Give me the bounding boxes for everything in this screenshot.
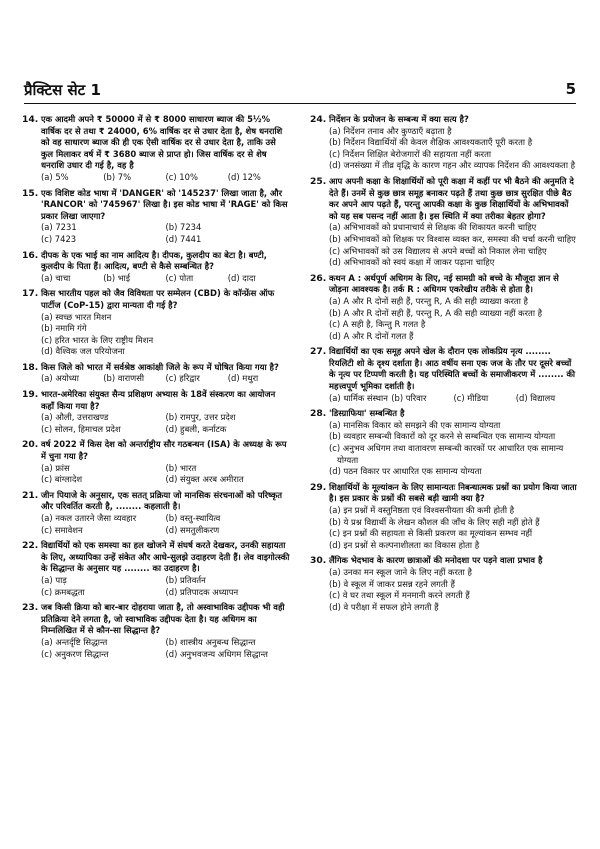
answer-option: (b) प्रतिवर्तन [165,574,206,585]
question-number: 14. [22,114,39,125]
option-list [41,412,290,435]
option-list [41,312,290,358]
question-text: एक आदमी अपने ₹ 50000 में से ₹ 8000 साधारण ब्याज की 5½% वार्षिक दर से तथा ₹ 24000, 6% वार्षिक दर से उधार देता है, शेष धनराशि को वह साधारण ब्याज की ही एक ऐसी वार्षिक दर से उधार देता है, ताकि उसे कुल मिलाकर वर्ष में ₹ 3680 ब्याज से प्राप्त हो। जिस वार्षिक दर से शेष धनराशि उधार दी गई है, वह है [41,114,283,171]
answer-option: (c) इन प्रश्नों की सहायता से किसी प्रकरण का मूल्यांकन सम्भव नहीं [329,528,533,539]
answer-option: (d) वैश्विक जल परियोजना [41,346,125,357]
answer-option: (a) A और R दोनों सही हैं, परन्तु R, A की सही व्याख्या करता है [329,295,528,306]
option-list [41,222,290,245]
question-item [22,114,290,184]
question-number: 27. [310,346,327,358]
question-item [310,408,578,478]
answer-option: (d) पठन विकार पर आधारित एक सामान्य योग्यता [329,466,482,477]
question-item [22,540,290,598]
question-number: 26. [310,272,327,284]
header-divider [24,103,576,104]
answer-option: (c) अनुकरण सिद्धान्त [41,648,109,659]
question-text: एक विशिष्ट कोड भाषा में 'DANGER' को '145237' लिखा जाता है, और 'RANCOR' को '745967' लिखा है। इस कोड भाषा में 'RAGE' को किस प्रकार लिखा जाएगा? [41,187,288,221]
question-number: 18. [22,361,39,373]
answer-option: (c) वे घर तथा स्कूल में मनमानी करने लगती हैं [329,590,470,601]
option-list [41,463,290,486]
option-list [329,393,578,405]
question-number: 20. [22,439,39,451]
answer-option: (d) दादा [227,272,256,283]
answer-option: (a) औली, उत्तराखण्ड [41,412,109,423]
question-number: 23. [22,602,39,614]
answer-option: (a) मानसिक विकार को समझने की एक सामान्य योग्यता [329,419,501,430]
answer-option: (b) ये प्रश्न विद्यार्थी के लेखन कौशल की जाँच के लिए सही नहीं होते हैं [329,516,540,527]
question-text: कथन A : अर्थपूर्ण अधिगम के लिए, नई सामग्री को बच्चे के मौजूदा ज्ञान से जोड़ना आवश्यक है। तर्क R : अधिगम एकरेखीय तरीके से होता है। [329,272,559,295]
question-item [22,439,290,485]
question-text: दीपक के एक भाई का नाम आदित्य है। दीपक, कुलदीप का बेटा है। बण्टी, कुलदीप के पिता हैं। आदित्य, बण्टी से कैसे सम्बन्धित है? [41,249,267,272]
question-item [22,362,290,385]
answer-option: (d) प्रतिपादक अध्यापन [165,586,239,597]
answer-option: (c) 10% [165,171,198,182]
question-item [22,250,290,285]
answer-option: (d) 7441 [165,233,202,244]
answer-option: (b) वाराणसी [103,373,145,384]
answer-option: (a) अभिभावकों को प्रधानाचार्य से शिक्षक की शिकायत करनी चाहिए [329,222,537,233]
header-title: प्रैक्टिस सेट 1 [24,81,101,99]
right-column [310,114,578,617]
option-list [329,126,578,172]
answer-option: (a) नकल उतारने जैसा व्यवहार [41,513,137,523]
answer-option: (b) 7% [103,171,132,182]
question-item [22,188,290,246]
question-number: 19. [22,389,39,401]
option-list [329,505,578,551]
answer-option: (c) अनुभव अधिगम तथा वातावरण सम्बन्धी कारकों पर आधारित एक सामान्य योग्यता [329,443,564,465]
answer-option: (b) शास्त्रीय अनुबन्ध सिद्धान्त [165,636,256,647]
answer-option: (c) समावेशन [41,524,83,535]
answer-option: (d) अनुभवजन्य अधिगम सिद्धान्त [165,648,268,659]
page-number: 5 [565,80,576,98]
answer-option: (c) क्रमबद्धता [41,586,85,597]
option-list [329,420,578,478]
option-list [329,567,578,613]
answer-option: (a) पाड़ [41,574,67,585]
question-number: 22. [22,540,39,552]
answer-option: (b) A और R दोनों सही हैं, परन्तु R, A की सही व्याख्या नहीं करता है [329,307,543,318]
question-text: शिक्षार्थियों के मूल्यांकन के लिए सामान्यतः निबन्धात्मक प्रश्नों का प्रयोग किया जाता है। इस प्रकार के प्रश्नों की सबसे बड़ी खामी क्या है? [329,481,577,504]
answer-option: (d) 12% [227,171,261,182]
question-text: जब किसी क्रिया को बार-बार दोहराया जाता है, तो अस्वाभाविक उद्दीपक भी वही प्रतिक्रिया देने लगता है, जो स्वाभाविक उद्दीपक देता है। यह अधिगम का निम्नलिखित में से कौन-सा सिद्धान्त है? [41,602,285,636]
question-text: किस जिले को भारत में सर्वश्रेष्ठ आकांक्षी जिले के रूप में घोषित किया गया है? [41,361,279,372]
answer-option: (b) वे स्कूल में जाकर प्रसन्न रहने लगती हैं [329,578,455,589]
question-text: विद्यार्थियों को एक समस्या का हल खोजने में संघर्ष करते देखकर, उनकी सहायता के लिए, अध्यापिका उन्हें संकेत और आधे-सुलझे उदाहरण देती हैं। लेव वाइगोत्स्की के सिद्धान्त के अनुसार यह ........ का उदाहरण है। [41,540,290,574]
answer-option: (c) सोलन, हिमाचल प्रदेश [41,423,121,434]
question-item [310,555,578,613]
option-list [41,373,290,385]
answer-option: (b) व्यवहार सम्बन्धी विकारों को दूर करने से सम्बन्धित एक सामान्य योग्यता [329,431,556,442]
answer-option: (d) संयुक्त अरब अमीरात [165,474,244,485]
answer-option: (c) अभिभावकों को उस विद्यालय से अपने बच्चों को निकाल लेना चाहिए [329,245,547,256]
option-list [41,575,290,598]
answer-option: (b) परिवार [391,392,427,403]
answer-option: (d) इन प्रश्नों से कल्पनाशीलता का विकास होता है [329,539,480,550]
option-list [41,172,290,184]
answer-option: (b) वस्तु-स्थायित्व [165,513,221,523]
answer-option: (d) A और R दोनों गलत हैं [329,330,414,341]
question-text: 'डिस्ग्राफिया' सम्बन्धित है [329,408,405,419]
answer-option: (c) A सही है, किन्तु R गलत है [329,319,426,330]
question-item [310,273,578,343]
answer-option: (b) 7234 [165,222,202,233]
question-item [310,346,578,404]
answer-option: (c) 7423 [41,233,77,244]
question-item [22,602,290,660]
option-list [41,513,290,536]
answer-option: (a) स्वच्छ भारत मिशन [41,311,112,322]
answer-option: (c) हरिद्वार [165,373,200,384]
question-item [22,490,290,536]
question-number: 29. [310,481,327,493]
answer-option: (b) नमामि गंगे [41,323,87,334]
answer-option: (a) चाचा [41,272,71,283]
answer-option: (c) पोता [165,272,194,283]
question-number: 16. [22,249,39,261]
answer-option: (d) विद्यालय [515,392,556,403]
answer-option: (a) उनका मन स्कूल जाने के लिए नहीं करता है [329,566,472,577]
question-number: 24. [310,114,327,125]
question-number: 21. [22,489,39,501]
answer-option: (a) 5% [41,171,69,182]
question-number: 28. [310,408,327,420]
option-list [329,222,578,268]
answer-option: (a) इन प्रश्नों में वस्तुनिष्ठता एवं विश्वसनीयता की कमी होती है [329,505,515,515]
question-number: 17. [22,288,39,300]
option-list [329,296,578,342]
answer-option: (d) हुबली, कर्नाटक [165,423,227,434]
answer-option: (b) निर्देशन विद्यार्थियों की केवल शैक्षिक आवश्यकताएँ पूरी करता है [329,137,533,148]
answer-option: (a) अयोध्या [41,373,79,384]
answer-option: (b) भाई [103,272,130,283]
answer-option: (b) रामपुर, उत्तर प्रदेश [165,412,236,423]
question-item [310,482,578,552]
question-item [310,114,578,172]
option-list [41,273,290,285]
question-text: विद्यार्थियों का एक समूह अपने खेल के दौरान एक लोकप्रिय नृत्य ........ रियलिटी शो के दृश्य दर्शाता है। आठ वर्षीय सना एक जज के तौर पर दूसरे बच्चों के नृत्य पर टिप्पणी करती है। यह परिस्थिति बच्चों के समाजीकरण में ........ की महत्त्वपूर्ण भूमिका दर्शाती है। [329,346,576,392]
question-item [310,176,578,269]
question-text: आप अपनी कक्षा के शिक्षार्थियों को पूरी कक्षा में कहीं पर भी बैठने की अनुमति दे देते हैं। उनमें से कुछ छात्र समूह बनाकर पढ़ते हैं तथा कुछ छात्र सुरक्षित पीछे बैठ कर अपने आप पढ़ते हैं, परन्तु आपकी कक्षा के कुछ शिक्षार्थियों के अभिभावकों को यह सब पसन्द नहीं आता है। इस स्थिति में क्या तरीका बेहतर होगा? [329,175,574,221]
left-column [22,114,290,664]
question-text: किस भारतीय पहल को जैव विविधता पर सम्मेलन (CBD) के कॉन्फ्रेंस ऑफ पार्टीज (CoP-15) द्वारा मान्यता दी गई है? [41,288,275,310]
question-number: 30. [310,555,327,567]
question-text: भारत-अमेरिका संयुक्त सैन्य प्रशिक्षण अभ्यास के 18वें संस्करण का आयोजन कहाँ किया गया है? [41,389,276,411]
answer-option: (c) मीडिया [453,392,489,403]
answer-option: (a) 7231 [41,222,77,233]
question-text: जीन पियाजे के अनुसार, एक सतत् प्रक्रिया जो मानसिक संरचनाओं को परिष्कृत और परिवर्तित करती है, ........ कहलाती है। [41,489,283,512]
answer-option: (d) मथुरा [227,373,259,384]
question-number: 25. [310,175,327,187]
answer-option: (b) भारत [165,462,197,473]
question-number: 15. [22,187,39,199]
answer-option: (c) निर्देशन शिक्षित बेरोजगारों की सहायता नहीं करता [329,148,492,159]
answer-option: (c) हरित भारत के लिए राष्ट्रीय मिशन [41,334,154,345]
question-item [22,288,290,358]
question-text: वर्ष 2022 में किस देश को अन्तर्राष्ट्रीय सौर गठबन्धन (ISA) के अध्यक्ष के रूप में चुना गया है? [41,439,287,462]
answer-option: (d) वे परीक्षा में सफल होने लगती हैं [329,601,439,612]
question-text: लैंगिक भेदभाव के कारण छात्राओं की मनोदशा पर पड़ने वाला प्रभाव है [329,555,543,566]
answer-option: (c) बांग्लादेश [41,474,83,485]
answer-option: (d) जनसंख्या में तीव्र वृद्धि के कारण गहन और व्यापक निर्देशन की आवश्यकता है [329,160,576,171]
page-header [24,80,576,102]
answer-option: (a) फ्रांस [41,462,70,473]
answer-option: (d) समतुलीकरण [165,524,220,535]
answer-option: (a) धार्मिक संस्थान [329,392,388,403]
question-text: निर्देशन के प्रयोजन के सम्बन्ध में क्या सत्य है? [329,114,469,124]
answer-option: (a) अन्तर्दृष्टि सिद्धान्त [41,636,108,647]
answer-option: (d) अभिभावकों को स्वयं कक्षा में जाकर पढ़ाना चाहिए [329,257,495,268]
answer-option: (a) निर्देशन तनाव और कुण्ठाएँ बढ़ाता है [329,125,452,136]
option-list [41,637,290,660]
question-item [22,389,290,435]
answer-option: (b) अभिभावकों को शिक्षक पर विश्वास व्यक्त कर, समस्या की चर्चा करनी चाहिए [329,233,576,244]
